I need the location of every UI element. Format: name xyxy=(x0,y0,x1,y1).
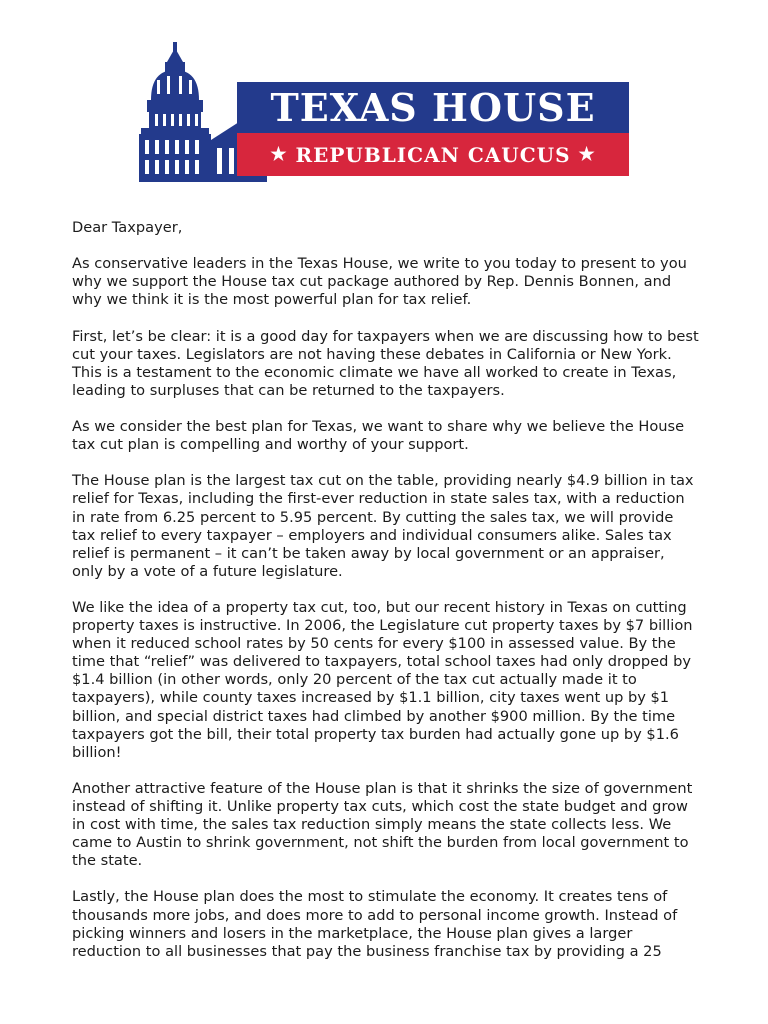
paragraph: As we consider the best plan for Texas, we want to share why we believe the House tax cut plan is compelling and worthy of your support. xyxy=(72,418,685,454)
paragraph: Lastly, the House plan does the most to stimulate the economy. It creates tens of thousands more jobs, and does more to add to personal income growth. Instead of picking winners and losers in the marketplace, the House plan gives a larger reduction to all businesses that pay the business franchise tax by providing a 25 xyxy=(72,888,678,960)
logo-title: TEXAS HOUSE xyxy=(270,85,596,130)
paragraph: Another attractive feature of the House plan is that it shrinks the size of government instead of shifting it. Unlike property tax cuts, which cost the state budget and grow in cost with time, the sales tax reduction simply means the state collects less. We came to Austin to shrink government, not shift the burden from local government to the state. xyxy=(72,779,693,870)
paragraph: First, let’s be clear: it is a good day for taxpayers when we are discussing how to best cut your taxes. Legislators are not having these debates in California or New York. This is a testament to the economic climate we have all worked to create in Texas, leading to surpluses that can be returned to the taxpayers. xyxy=(72,327,699,399)
star-icon: ★ xyxy=(270,144,288,165)
salutation: Dear Taxpayer, xyxy=(72,219,183,236)
paragraph: We like the idea of a property tax cut, too, but our recent history in Texas on cutting property taxes is instructive. In 2006, the Legislature cut property taxes by $7 billion when it reduced school rates by 50 cents for every $100 in assessed value. By the time that “relief” was delivered to taxpayers, total school taxes had only dropped by $1.4 billion (in other words, only 20 percent of the tax cut actually made it to taxpayers), while county taxes increased by $1.1 billion, city taxes went up by $1 billion, and special district taxes had climbed by another $900 million. By the time taxpayers got the bill, their total property tax burden had actually gone up by $1.6 billion! xyxy=(72,598,693,761)
paragraph: As conservative leaders in the Texas House, we write to you today to present to you why we support the House tax cut package authored by Rep. Dennis Bonnen, and why we think it is the most powerful plan for tax relief. xyxy=(72,255,687,309)
letter-body xyxy=(72,219,700,979)
logo-subtitle-text: REPUBLICAN CAUCUS xyxy=(295,142,571,167)
caucus-logo xyxy=(137,40,629,182)
logo-subtitle xyxy=(237,133,629,176)
paragraph: The House plan is the largest tax cut on the table, providing nearly $4.9 billion in tax relief for Texas, including the first-ever reduction in state sales tax, with a reduction in rate from 6.25 percent to 5.95 percent. By cutting the sales tax, we will provide tax relief to every taxpayer – employers and individual consumers alike. Sales tax relief is permanent – it can’t be taken away by local government or an appraiser, only by a vote of a future legislature. xyxy=(72,472,694,580)
star-icon: ★ xyxy=(578,144,596,165)
